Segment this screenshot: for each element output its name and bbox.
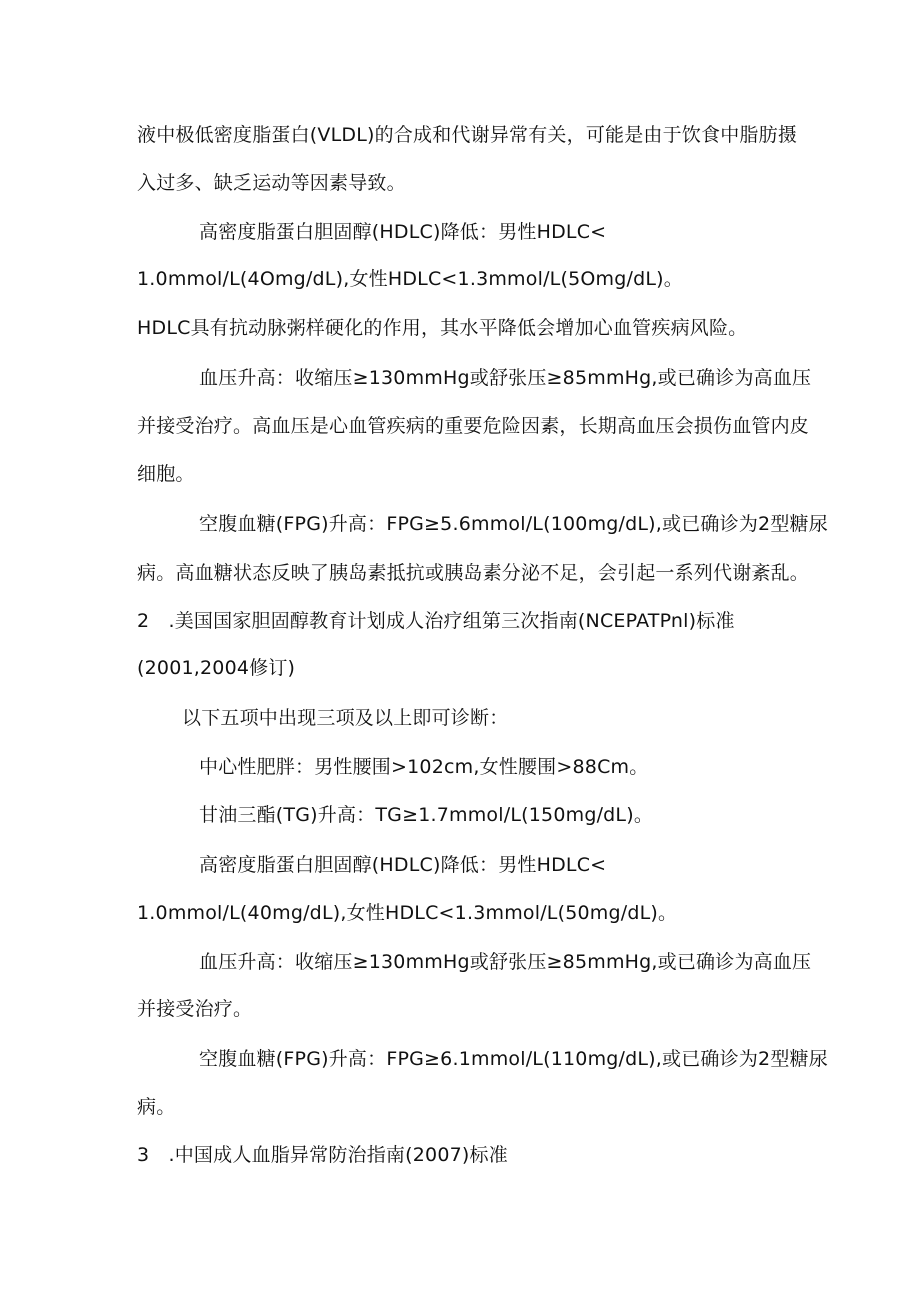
paragraph-line: 细胞。 xyxy=(137,463,195,485)
paragraph-line: 病。 xyxy=(137,1096,176,1118)
paragraph-line: 并接受治疗。高血压是心血管疾病的重要危险因素，长期高血压会损伤血管内皮 xyxy=(137,415,810,437)
section-heading: 2 .美国国家胆固醇教育计划成人治疗组第三次指南(NCEPATPnl)标准 xyxy=(137,610,735,632)
paragraph-line: 血压升高：收缩压≥130mmHg或舒张压≥85mmHg,或已确诊为高血压 xyxy=(199,367,812,389)
list-item: 甘油三酯(TG)升高：TG≥1.7mmol∕L(150mg∕dL)。 xyxy=(199,804,654,826)
paragraph-line: HDLC具有抗动脉粥样硬化的作用，其水平降低会增加心血管疾病风险。 xyxy=(137,317,748,339)
paragraph-line: 并接受治疗。 xyxy=(137,998,253,1020)
list-item: 空腹血糖(FPG)升高：FPG≥6.1mmol∕L(110mg∕dL),或已确诊为2型糖尿 xyxy=(199,1048,828,1070)
paragraph-line: 以下五项中出现三项及以上即可诊断： xyxy=(182,707,509,729)
paragraph-line: 液中极低密度脂蛋白(VLDL)的合成和代谢异常有关，可能是由于饮食中脂肪摄 xyxy=(137,124,798,146)
list-item: 高密度脂蛋白胆固醇(HDLC)降低：男性HDLC< xyxy=(199,854,607,876)
paragraph-line: 病。高血糖状态反映了胰岛素抵抗或胰岛素分泌不足，会引起一系列代谢紊乱。 xyxy=(137,562,810,584)
section-heading-cont: (2001,2004修订) xyxy=(137,657,296,679)
paragraph-line: 1.0mmol∕L(40mg∕dL),女性HDLC<1.3mmol∕L(50mg∕dL)。 xyxy=(137,902,678,924)
list-item: 中心性肥胖：男性腰围>102cm,女性腰围>88Cm。 xyxy=(199,756,649,778)
section-heading: 3 .中国成人血脂异常防治指南(2007)标准 xyxy=(137,1144,508,1166)
paragraph-line: 空腹血糖(FPG)升高：FPG≥5.6mmol∕L(100mg∕dL),或已确诊为2型糖尿 xyxy=(199,513,828,535)
paragraph-line: 1.0mmol∕L(4Omg∕dL),女性HDLC<1.3mmol∕L(5Omg∕dL)。 xyxy=(137,268,683,290)
paragraph-line: 入过多、缺乏运动等因素导致。 xyxy=(137,172,406,194)
list-item: 血压升高：收缩压≥130mmHg或舒张压≥85mmHg,或已确诊为高血压 xyxy=(199,951,812,973)
paragraph-line: 高密度脂蛋白胆固醇(HDLC)降低：男性HDLC< xyxy=(199,221,607,243)
